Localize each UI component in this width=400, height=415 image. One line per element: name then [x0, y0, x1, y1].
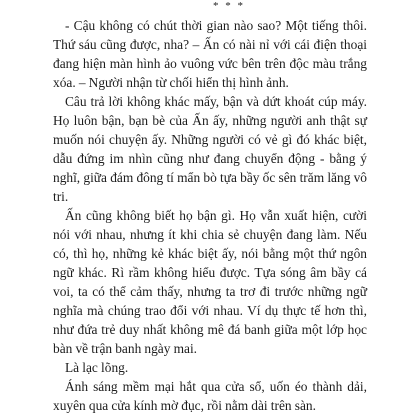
paragraph-different-language: Ấn cũng không biết họ bận gì. Họ vẫn xuất hiện, cười nói với nhau, nhưng ít khi chia sẻ chuyện đang làm. Nếu có, thì họ, những kẻ khác biệt ấy, nói bằng một thứ ngôn ngữ khác. Rì rầm không hiểu được. Tựa sóng âm bầy cá voi, ta có thể cảm thấy, nhưng ta trơ đi trước những ngữ nghĩa mà chúng trao đổi với nhau. Ví dụ thực tế hơn thì, như đứa trẻ duy nhất không mê đá banh giữa một lớp học bàn về trận banh ngày mai.	[53, 208, 367, 356]
section-break-ornament: * * *	[213, 0, 245, 12]
paragraph-phone-call: - Cậu không có chút thời gian nào sao? Một tiếng thôi. Thứ sáu cũng được, nha? – Ấn có nài nỉ với cái điện thoại đang hiện màn hình ảo vuông vức bên trên độc màu trắng xóa. – Người nhận từ chối hiển thị hình ảnh.	[53, 18, 367, 90]
book-page	[53, 0, 367, 413]
paragraph-light-through-window: Ánh sáng mềm mại hắt qua cửa sổ, uốn éo thành dải, xuyên qua cửa kính mờ đục, rồi nằm dài trên sàn.	[53, 379, 367, 413]
paragraph-lost: Là lạc lõng.	[65, 360, 129, 375]
paragraph-busy-friends: Câu trả lời không khác mấy, bận và dứt khoát cúp máy. Họ luôn bận, bạn bè của Ấn ấy, những người anh thật sự muốn nói chuyện ấy. Những người có vẻ gì đó khác biệt, dẫu đứng im nhìn cũng như đang chuyển động - bằng ý nghĩ, giữa đám đông tí mẩn bò tựa bầy ốc sên trăm lăng vô tri.	[53, 94, 367, 204]
